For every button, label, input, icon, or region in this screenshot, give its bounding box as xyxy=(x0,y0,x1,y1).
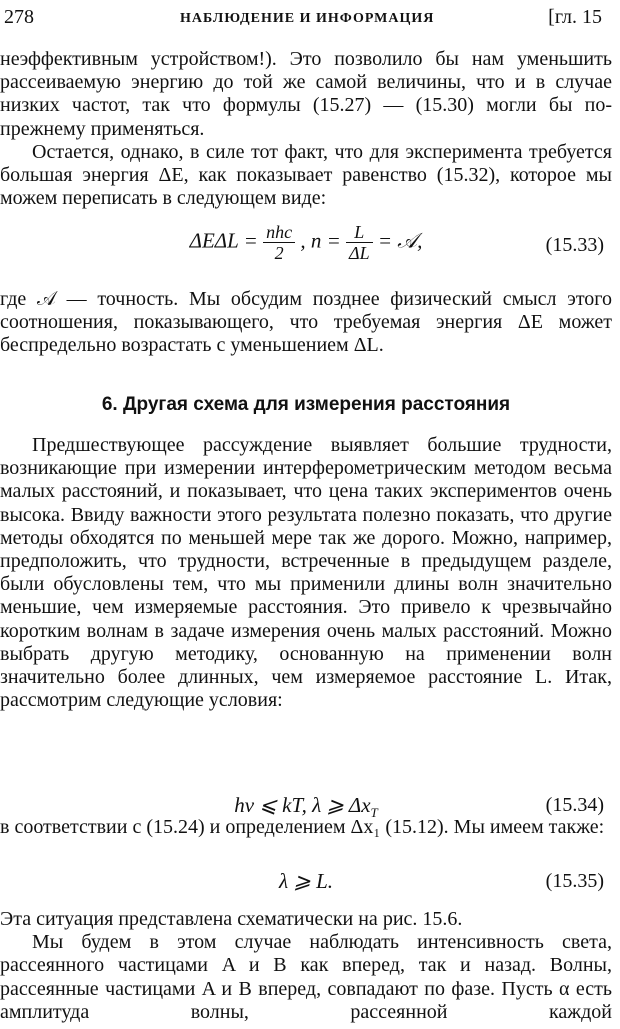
paragraph-1: неэффективным устройством!). Это позволило бы нам уменьшить рассеиваемую энергию до той же самой величины, что и в случае низких частот, так что формулы (15.27) — (15.30) могли бы по-прежнему применяться. xyxy=(0,48,612,140)
eq1-number: (15.33) xyxy=(545,234,604,256)
page-header xyxy=(0,4,610,30)
eq3-number: (15.35) xyxy=(545,870,604,892)
eq1-mid: , n = xyxy=(300,228,341,253)
paragraph-3: где 𝒜 — точность. Мы обсудим позднее физический смысл этого соотношения, показывающего, что требуемая энергия ΔE может беспредельно возрастать с уменьшением ΔL. xyxy=(0,288,612,357)
equation-15-35 xyxy=(0,870,612,900)
text-block-section xyxy=(0,434,612,712)
text-block-top xyxy=(0,48,612,210)
paragraph-2: Остается, однако, в силе тот факт, что для эксперимента требуется большая энергия ΔE, как показывает равенство (15.32), которое мы можем переписать в следующем виде: xyxy=(0,140,612,210)
eq3-body: λ ⩾ L. xyxy=(278,869,334,893)
eq2-body: hν ⩽ kT, λ ⩾ Δx xyxy=(234,793,371,817)
eq2-subscript: T xyxy=(370,805,378,821)
eq1-fraction-1 xyxy=(263,222,295,263)
eq1-frac2-denominator: ΔL xyxy=(349,243,370,263)
eq1-rhs: = 𝒜, xyxy=(377,228,423,253)
eq1-frac2-numerator: L xyxy=(346,222,373,243)
text-block-after-eq2 xyxy=(0,816,612,839)
eq1-lhs: ΔEΔL = xyxy=(189,228,258,253)
paragraph-4: Предшествующее рассуждение выявляет большие трудности, возникающие при измерении интерферометрическим методом весьма малых расстояний, и показывает, что цена таких экспериментов очень высока. Ввиду важности этого результата полезно показать, что другие методы обходятся по меньшей мере так же дорого. Можно, например, предположить, что трудности, встреченные в предыдущем разделе, были обусловлены тем, что мы применили длины волн значительно меньшие, чем измеряемые расстояния. Это привело к чрезвычайно коротким волнам в задаче измерения очень малых расстояний. Можно выбрать другую методику, основанную на применении волн значительно более длинных, чем измеряемое расстояние L. Итак, рассмотрим следующие условия: xyxy=(0,434,612,712)
eq2-number: (15.34) xyxy=(545,794,604,816)
eq1-fraction-2 xyxy=(346,222,373,263)
chapter-marker: [гл. 15 xyxy=(548,6,602,28)
running-title: НАБЛЮДЕНИЕ И ИНФОРМАЦИЯ xyxy=(180,11,435,26)
paragraph-6: Эта ситуация представлена схематически на рис. 15.6. xyxy=(0,908,463,930)
section-heading: 6. Другая схема для измерения расстояния xyxy=(101,394,511,415)
eq1-frac1-numerator: nhc xyxy=(263,222,295,243)
paragraph-7: Мы будем в этом случае наблюдать интенсивность света, рассеянного частицами A и B как вперед, так и назад. Волны, рассеянные частицами A и B вперед, совпадают по фазе. Пусть α есть амплитуда волны, рассеянной каждой xyxy=(0,931,612,1023)
text-block-bottom xyxy=(0,908,612,1024)
eq1-frac1-denominator: 2 xyxy=(274,243,284,263)
text-block-after-eq1 xyxy=(0,288,612,358)
equation-15-33 xyxy=(0,222,612,272)
paragraph-5: в соответствии с (15.24) и определением Δx₁ (15.12). Мы имеем также: xyxy=(0,816,605,838)
page-number: 278 xyxy=(4,6,34,28)
